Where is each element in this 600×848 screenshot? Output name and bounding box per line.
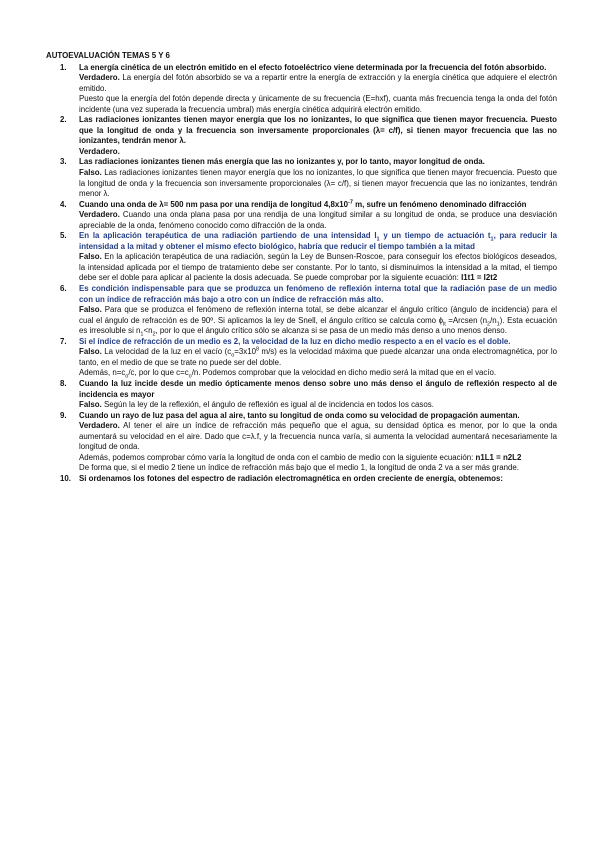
item-number: 1. [60, 62, 67, 72]
item-number: 5. [60, 231, 67, 241]
question-text: La energía cinética de un electrón emitido en el efecto fotoeléctrico viene determinada por la frecuencia del fotón absorbido. [79, 62, 547, 72]
item-number: 8. [60, 378, 67, 388]
question-text: Si ordenamos los fotones del espectro de radiación electromagnética en orden creciente de energía, obtenemos: [79, 473, 504, 483]
answer-text: Verdadero. La energía del fotón absorbido se va a repartir entre la energía de extracción y la energía cinética que adquiere el electrón emitido. [79, 73, 557, 93]
page-title: AUTOEVALUACIÓN TEMAS 5 Y 6 [46, 51, 170, 60]
answer-extra: Además, podemos comprobar cómo varía la longitud de onda con el cambio de medio con la siguiente ecuación: n1L1 = n2L2 [79, 452, 522, 462]
verdict: Falso. [79, 305, 102, 315]
item-number: 10. [60, 473, 71, 483]
item-number: 4. [60, 199, 67, 209]
question-text: Cuando la luz incide desde un medio ópticamente menos denso sobre uno más denso el ángulo de reflexión respecto al de incidencia es mayor [79, 378, 557, 399]
verdict: Falso. [79, 400, 102, 410]
verdict: Falso. [79, 347, 102, 357]
verdict: Falso. [79, 168, 102, 178]
item-number: 6. [60, 284, 67, 294]
verdict: Verdadero. [79, 421, 120, 431]
list-item [46, 63, 557, 116]
list-item [46, 157, 557, 199]
list-item [46, 379, 557, 411]
answer-extra: Puesto que la energía del fotón depende directa y únicamente de su frecuencia (E=hxf), cuanta más frecuencia tenga la onda del fotón incidente (una vez superada la frecuencia umbral) más energía cinética adquirirá electrón emitido. [79, 94, 557, 114]
verdict: Verdadero. [79, 146, 120, 156]
question-text: Las radiaciones ionizantes tienen más energía que las no ionizantes y, por lo tanto, mayor longitud de onda. [79, 157, 485, 167]
question-text: Es condición indispensable para que se produzca un fenómeno de reflexión interna total que la radiación pase de un medio con un índice de refracción más bajo a otro con un índice de refracción más alto. [79, 284, 557, 304]
question-text: Cuando un rayo de luz pasa del agua al aire, tanto su longitud de onda como su velocidad de propagación aumentan. [79, 410, 520, 420]
list-item [46, 411, 557, 474]
answer-text: Falso. Para que se produzca el fenómeno de reflexión interna total, se debe alcanzar el ángulo crítico (ángulo de incidencia) para el cual el ángulo de refracción es de 90º. Si aplicamos la ley de Snell, el ángulo crítico se calcula como $\phi_{lt}$ =Arcsen $(n_2/n_1)$. Esta ecuación es irresoluble si $n_1<n_2$, por lo que el ángulo crítico sólo se alcanza si se pasa de un medio más denso a uno menos denso. [79, 305, 557, 338]
item-number: 7. [60, 336, 67, 346]
equation: n1L1 = n2L2 [475, 452, 522, 462]
list-item [46, 284, 557, 337]
answer-text: Falso. En la aplicación terapéutica de una radiación, según la Ley de Bunsen-Roscoe, para conseguir los efectos biológicos deseados, la intensidad aplicada por el tiempo de tratamiento debe ser constante. Por lo tanto, si disminuimos la intensidad a la mitad, el tiempo debe ser el doble para aplicar al paciente la dosis adecuada. Se puede comprobar por la siguiente ecuación: I1t1 = I2t2 [79, 252, 557, 283]
answer-extra: De forma que, si el medio 2 tiene un índice de refracción más bajo que el medio 1, la longitud de onda 2 va a ser más grande. [79, 463, 519, 473]
answer-text: Verdadero. Al tener el aire un índice de refracción más pequeño que el agua, su densidad óptica es menor, por lo que la onda aumentará su velocidad en el aire. Dado que c=λ.f, y la frecuencia nunca varía, si aumenta la velocidad aumentará necesariamente la longitud de onda. [79, 421, 557, 452]
answer-text: Verdadero. Cuando una onda plana pasa por una rendija de una longitud similar a su longitud de onda, se produce una desviación apreciable de la onda, fenómeno conocido como difracción de la onda. [79, 210, 557, 230]
verdict: Verdadero. [79, 73, 120, 83]
list-item [46, 231, 557, 284]
list-item [46, 115, 557, 157]
list-item [46, 200, 557, 232]
item-number: 2. [60, 115, 67, 125]
item-number: 9. [60, 410, 67, 420]
item-number: 3. [60, 157, 67, 167]
list-item [46, 474, 557, 485]
answer-text: Falso. Las radiaciones ionizantes tienen mayor energía que los no ionizantes, lo que significa que tienen mayor frecuencia. Puesto que la longitud de onda y la frecuencia son inversamente proporcionales (λ= c/f), si tienen mayor frecuencia que las no ionizantes, tendrán menor λ. [79, 168, 557, 199]
question-text: Si el índice de refracción de un medio es 2, la velocidad de la luz en dicho medio respecto a en el vacío es el doble. [79, 336, 511, 346]
question-text: Las radiaciones ionizantes tienen mayor energía que los no ionizantes, lo que significa que tienen mayor frecuencia. Puesto que la longitud de onda y la frecuencia son inversamente proporcionales (λ= c/f), si tienen mayor frecuencia que las no ionizantes, tendrán menor λ. [79, 115, 557, 146]
verdict: Falso. [79, 252, 102, 262]
question-list [46, 63, 557, 485]
answer-text: Falso. La velocidad de la luz en el vacío ($c_o=3x10^8$ m/s) es la velocidad máxima que puede alcanzar una onda electromagnética, por lo tanto, en el medio de que se trate no puede ser del doble. [79, 346, 557, 367]
equation: I1t1 = I2t2 [461, 273, 498, 283]
document-page [46, 51, 557, 484]
list-item [46, 337, 557, 379]
question-text: En la aplicación terapéutica de una radiación partiendo de una intensidad $I_1$ y un tiempo de actuación $t_1$, para reducir la intensidad a la mitad y obtener el mismo efecto biológico, habría que reducir el tiempo también a la mitad [79, 231, 557, 251]
answer-text: Falso. Según la ley de la reflexión, el ángulo de reflexión es igual al de incidencia en todos los casos. [79, 400, 434, 410]
question-text: Cuando una onda de λ= 500 nm pasa por una rendija de longitud $4,8x10^{-7}$ m, sufre un fenómeno denominado difracción [79, 199, 527, 209]
answer-extra: Además, $n=c_o/c$, por lo que $c=c_o/n$. Podemos comprobar que la velocidad en dicho medio será la mitad que en el vacío. [79, 368, 497, 380]
verdict: Verdadero. [79, 210, 120, 220]
